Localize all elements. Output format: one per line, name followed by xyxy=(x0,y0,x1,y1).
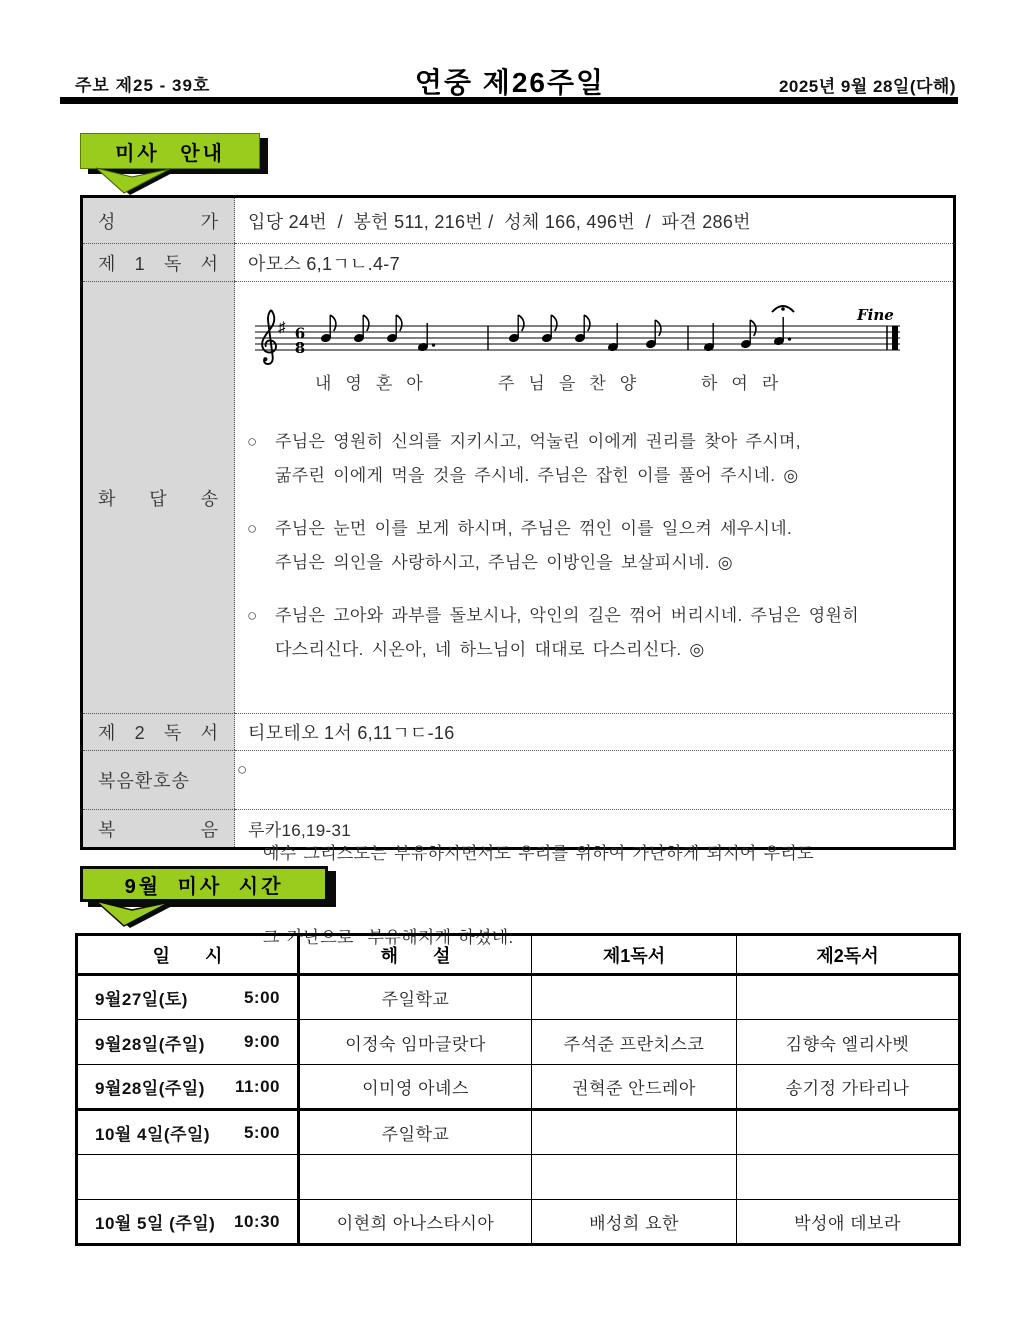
row-value-reading1: 아모스 6,1ㄱㄴ.4-7 xyxy=(235,243,953,281)
psalm-verse-1 xyxy=(247,425,943,493)
schedule-commentator: 주일학교 xyxy=(299,1110,532,1155)
verse-circle-mark: ○ xyxy=(237,760,248,779)
verse-circle-mark: ○ xyxy=(247,519,258,538)
svg-text:내영혼아: 내영혼아 xyxy=(315,374,437,393)
schedule-row xyxy=(77,1065,960,1110)
schedule-reader2: 박성애 데보라 xyxy=(737,1200,960,1245)
schedule-reader1 xyxy=(532,1110,737,1155)
schedule-reader1: 주석준 프란치스코 xyxy=(532,1020,737,1065)
schedule-reader2 xyxy=(737,1155,960,1200)
row-label-gospel: 복 음 xyxy=(83,809,235,847)
section-banner-mass-info xyxy=(80,133,260,169)
section-banner-mass-schedule-label: 9월 미사 시간 xyxy=(124,875,284,898)
schedule-time: 10:30 xyxy=(234,1211,280,1231)
schedule-date: 9월28일(주일) xyxy=(95,1034,205,1054)
section-banner-mass-schedule xyxy=(80,866,328,902)
psalm-verse-2 xyxy=(247,512,943,580)
svg-text:하여라: 하여라 xyxy=(701,374,793,393)
row-label-reading2: 제 2 독 서 xyxy=(83,713,235,750)
verse-circle-mark: ○ xyxy=(247,432,258,451)
page-title: 연중 제26주일 xyxy=(414,67,606,98)
row-label-reading1: 제 1 독 서 xyxy=(83,243,235,281)
schedule-commentator: 이미영 아녜스 xyxy=(299,1065,532,1110)
col-header-commentator: 해 설 xyxy=(299,935,532,975)
verse-line: 주님은 고아와 과부를 돌보시나, 악인의 길은 꺾어 버리시네. 주님은 영원히 xyxy=(275,606,859,625)
fermata-icon xyxy=(772,306,794,312)
row-value-hymns: 입당 24번 / 봉헌 511, 216번 / 성체 166, 496번 / 파견 286번 xyxy=(248,211,751,232)
schedule-reader1 xyxy=(532,975,737,1020)
schedule-date: 9월27일(토) xyxy=(95,990,188,1009)
mass-schedule-table xyxy=(75,933,961,1246)
acclamation-line: 그 가난으로 부유해지게 하셨네. xyxy=(263,928,514,947)
row-label-hymns: 성 가 xyxy=(83,198,235,243)
verse-line: 주님은 눈먼 이를 보게 하시며, 주님은 꺾인 이를 일으켜 세우시네. xyxy=(275,519,793,538)
schedule-date: 9월28일(주일) xyxy=(95,1079,205,1098)
bulletin-issue-number: 주보 제25 - 39호 xyxy=(75,76,211,95)
verse-line: 굶주린 이에게 먹을 것을 주시네. 주님은 잡힌 이를 풀어 주시네. ◎ xyxy=(275,466,799,485)
verse-circle-mark: ○ xyxy=(247,606,258,625)
schedule-reader2 xyxy=(737,975,960,1020)
psalm-lyrics xyxy=(315,373,792,393)
schedule-commentator: 주일학교 xyxy=(299,975,532,1020)
col-header-reader1: 제1독서 xyxy=(532,935,737,975)
notes xyxy=(321,306,898,352)
schedule-reader2: 송기정 가타리나 xyxy=(737,1065,960,1110)
schedule-row xyxy=(77,1020,960,1065)
schedule-time: 5:00 xyxy=(243,987,280,1007)
schedule-row xyxy=(77,1155,960,1200)
schedule-date: 10월 5일 (주일) xyxy=(95,1214,216,1233)
row-label-acclamation: 복음환호송 xyxy=(83,750,235,809)
svg-text:주님을찬양: 주님을찬양 xyxy=(498,374,651,393)
responsorial-psalm-cell xyxy=(235,281,953,713)
time-signature-upper: 6 xyxy=(294,324,306,343)
treble-clef-icon xyxy=(262,310,276,364)
schedule-reader2: 김향숙 엘리사벳 xyxy=(737,1020,960,1065)
schedule-row xyxy=(77,1110,960,1155)
schedule-commentator xyxy=(299,1155,532,1200)
schedule-date: 10월 4일(주일) xyxy=(95,1125,211,1144)
row-value-reading2: 티모테오 1서 6,11ㄱㄷ-16 xyxy=(235,713,953,750)
schedule-time: 9:00 xyxy=(243,1032,280,1051)
schedule-time: 5:00 xyxy=(243,1122,280,1142)
music-notation xyxy=(251,296,901,399)
verse-line: 주님은 의인을 사랑하시고, 주님은 이방인을 보살피시네. ◎ xyxy=(275,553,733,572)
acclamation-line: 예수 그리스도는 부유하시면서도 우리를 위하여 가난하게 되시어 우리도 xyxy=(263,844,814,863)
schedule-header-row xyxy=(77,935,960,975)
time-signature-lower: 8 xyxy=(294,339,306,357)
schedule-row xyxy=(77,975,960,1020)
schedule-commentator: 이현희 아나스타시아 xyxy=(299,1200,532,1245)
banner-arrow-down-icon xyxy=(92,901,178,929)
schedule-reader1: 권혁준 안드레아 xyxy=(532,1065,737,1110)
schedule-reader2 xyxy=(737,1110,960,1155)
header-divider xyxy=(60,97,958,104)
schedule-time: 11:00 xyxy=(234,1076,280,1096)
row-label-psalm: 화 답 송 xyxy=(83,281,235,713)
key-signature-sharp: ♯ xyxy=(278,319,286,336)
section-banner-mass-info-label: 미사 안내 xyxy=(115,142,225,165)
fine-marking: Fine xyxy=(857,306,894,324)
verse-line: 다스리신다. 시온아, 네 하느님이 대대로 다스리신다. ◎ xyxy=(275,640,705,659)
schedule-reader1: 배성희 요한 xyxy=(532,1200,737,1245)
schedule-reader1 xyxy=(532,1155,737,1200)
psalm-verse-3 xyxy=(247,599,943,667)
schedule-row xyxy=(77,1200,960,1245)
row-value-gospel: 루카16,19-31 xyxy=(235,809,953,847)
col-header-reader2: 제2독서 xyxy=(737,935,960,975)
bulletin-date: 2025년 9월 28일(다해) xyxy=(778,77,956,96)
banner-arrow-down-icon xyxy=(92,168,178,196)
verse-line: 주님은 영원히 신의를 지키시고, 억눌린 이에게 권리를 찾아 주시며, xyxy=(275,432,801,451)
schedule-commentator: 이정숙 임마글랏다 xyxy=(299,1020,532,1065)
col-header-datetime: 일 시 xyxy=(77,935,299,975)
